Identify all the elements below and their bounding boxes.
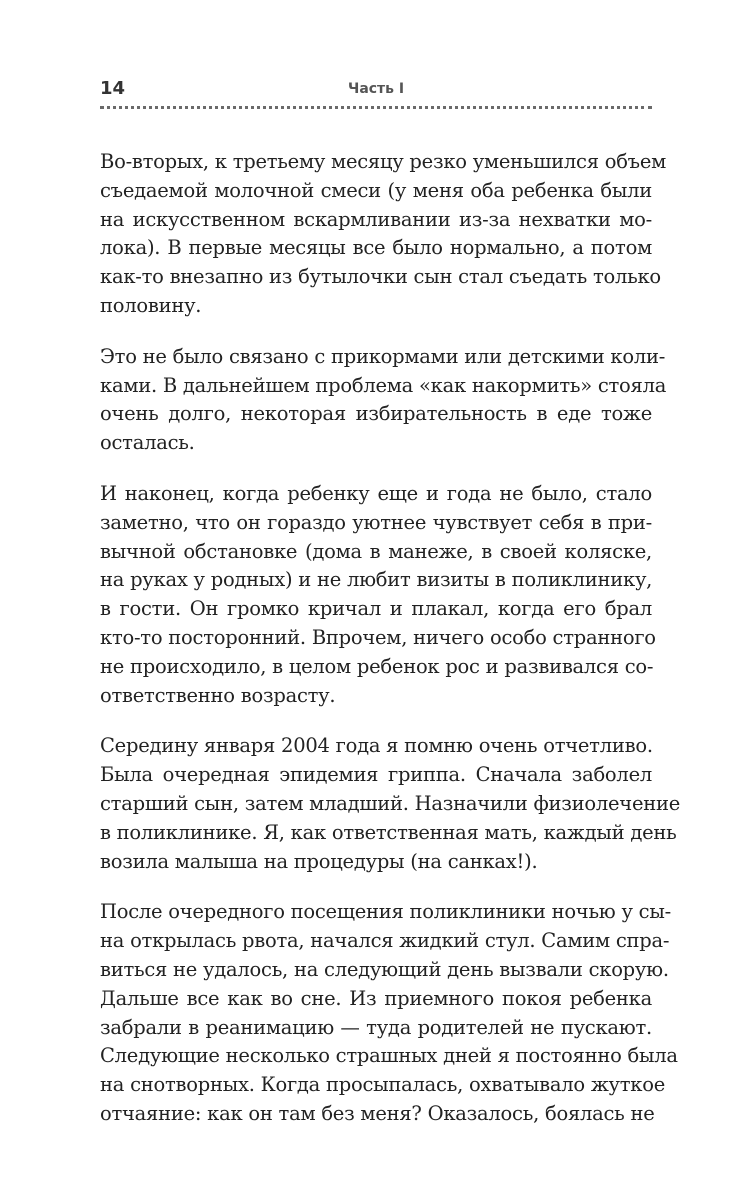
text-line: в гости. Он громко кричал и плакал, когда его брал bbox=[100, 597, 652, 621]
text-line: И наконец, когда ребенку еще и года не было, стало bbox=[100, 481, 652, 505]
paragraph bbox=[100, 898, 678, 1128]
text-line: в поликлинике. Я, как ответственная мать, каждый день bbox=[100, 820, 677, 844]
text-line: вычной обстановке (дома в манеже, в своей коляске, bbox=[100, 539, 652, 563]
text-line: старший сын, затем младший. Назначили физиолечение bbox=[100, 791, 681, 815]
text-line: очень долго, некоторая избирательность в еде тоже bbox=[100, 402, 652, 426]
text-line: половину. bbox=[100, 293, 202, 317]
text-line: ответственно возрасту. bbox=[100, 683, 336, 707]
text-line: Середину января 2004 года я помню очень отчетливо. bbox=[100, 734, 653, 758]
paragraph bbox=[100, 343, 667, 458]
text-line: забрали в реанимацию — туда родителей не пускают. bbox=[100, 1015, 652, 1039]
paragraph bbox=[100, 480, 656, 710]
text-line: После очередного посещения поликлиники ночью у сы- bbox=[100, 900, 671, 924]
text-line: осталась. bbox=[100, 431, 195, 455]
text-line: Это не было связано с прикормами или детскими коли- bbox=[100, 344, 666, 368]
page-number: 14 bbox=[100, 78, 126, 99]
body-text bbox=[100, 148, 681, 1151]
text-line: Была очередная эпидемия гриппа. Сначала заболел bbox=[100, 763, 652, 787]
page-header bbox=[100, 78, 652, 104]
text-line: съедаемой молочной смеси (у меня оба ребенка были bbox=[100, 178, 652, 202]
paragraph bbox=[100, 148, 667, 321]
text-line: Следующие несколько страшных дней я постоянно была bbox=[100, 1044, 678, 1068]
text-line: кто-то посторонний. Впрочем, ничего особо странного bbox=[100, 625, 656, 649]
text-line: виться не удалось, на следующий день вызвали скорую. bbox=[100, 957, 669, 981]
running-head: Часть I bbox=[348, 81, 405, 97]
text-line: лока). В первые месяцы все было нормально, а потом bbox=[100, 236, 652, 260]
text-line: на руках у родных) и не любит визиты в поликлинику, bbox=[100, 568, 653, 592]
paragraph bbox=[100, 732, 681, 876]
text-line: отчаяние: как он там без меня? Оказалось, боялась не bbox=[100, 1101, 655, 1125]
header-dotted-rule bbox=[100, 106, 652, 109]
text-line: на открылась рвота, начался жидкий стул. Самим спра- bbox=[100, 929, 670, 953]
text-line: заметно, что он гораздо уютнее чувствует себя в при- bbox=[100, 510, 652, 534]
text-line: Во-вторых, к третьему месяцу резко уменьшился объем bbox=[100, 150, 667, 173]
text-line: Дальше все как во сне. Из приемного покоя ребенка bbox=[100, 986, 652, 1010]
text-line: ками. В дальнейшем проблема «как накормить» стояла bbox=[100, 373, 667, 397]
text-line: возила малыша на процедуры (на санках!). bbox=[100, 849, 538, 873]
text-line: как-то внезапно из бутылочки сын стал съедать только bbox=[100, 265, 661, 289]
text-line: на снотворных. Когда просыпалась, охватывало жуткое bbox=[100, 1073, 665, 1097]
text-line: не происходило, в целом ребенок рос и развивался со- bbox=[100, 654, 654, 678]
text-line: на искусственном вскармливании из-за нехватки мо- bbox=[100, 207, 652, 231]
